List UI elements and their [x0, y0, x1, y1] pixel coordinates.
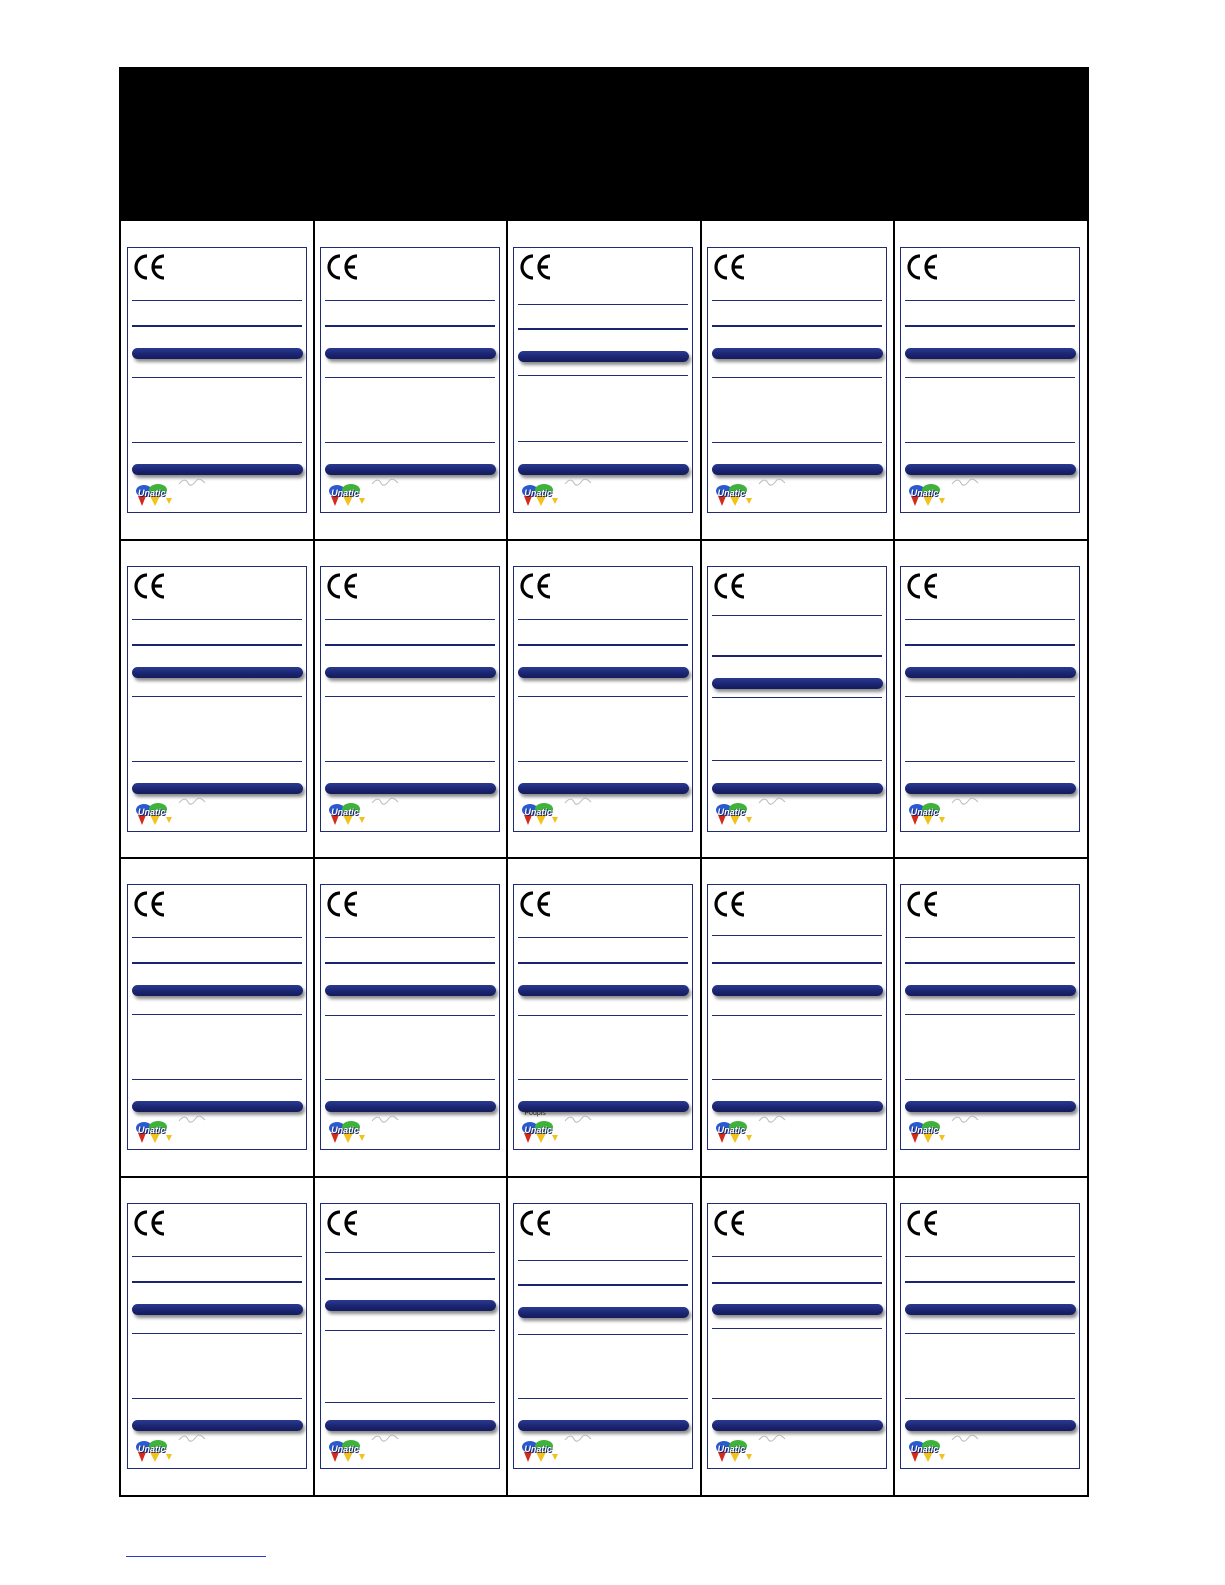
- label-rule: [712, 377, 882, 378]
- brand-name: Unatic: [524, 488, 552, 498]
- label-rule: [132, 1281, 302, 1283]
- label-rule: [905, 1079, 1075, 1080]
- label-band: [325, 667, 496, 678]
- label-rule: [132, 377, 302, 378]
- label-rule: [325, 1015, 495, 1016]
- label-cell: [314, 1177, 507, 1496]
- brand-name: Unatic: [717, 488, 746, 498]
- ce-mark-icon: [132, 889, 168, 919]
- label-cell: [314, 540, 507, 859]
- footer-link-underline: [126, 1556, 266, 1557]
- label-rule: [132, 937, 302, 938]
- signature-icon: [564, 1115, 592, 1123]
- ce-mark-icon: [518, 1208, 554, 1238]
- signature-icon: [758, 1434, 786, 1442]
- label-rule: [132, 300, 302, 301]
- signature-icon: [178, 1434, 206, 1442]
- label-rule: [905, 300, 1075, 301]
- label-cell: [507, 221, 700, 540]
- label-rule: [712, 442, 882, 443]
- label-rule: [132, 1014, 302, 1015]
- label-band: [905, 1304, 1076, 1315]
- brand-name: Unatic: [910, 1125, 939, 1135]
- signature-icon: [951, 1434, 979, 1442]
- ce-mark-icon: [905, 1208, 941, 1238]
- label-rule: [712, 1015, 882, 1016]
- label-rule: [905, 696, 1075, 697]
- label-band: [132, 1304, 303, 1315]
- label-rule: [132, 1256, 302, 1257]
- brand-name: Unatic: [331, 488, 359, 498]
- label-card: [900, 1203, 1080, 1469]
- header-band: [121, 69, 1087, 221]
- label-rule: [518, 1260, 688, 1261]
- label-rule: [518, 619, 688, 620]
- label-card: [320, 566, 500, 832]
- label-rule: [712, 1079, 882, 1080]
- label-cell: [701, 1177, 894, 1496]
- label-band: [325, 985, 496, 996]
- label-cell: [121, 858, 314, 1177]
- label-rule: [325, 761, 495, 762]
- label-rule: [518, 962, 688, 964]
- label-card: [707, 566, 887, 832]
- label-band: [712, 464, 883, 475]
- ce-mark-icon: [132, 1208, 168, 1238]
- label-rule: [132, 442, 302, 443]
- label-rule: [518, 1398, 688, 1399]
- label-rule: [132, 1398, 302, 1399]
- signature-icon: [951, 797, 979, 805]
- label-card: [513, 1203, 693, 1469]
- label-cell: [121, 1177, 314, 1496]
- label-card: [900, 566, 1080, 832]
- label-rule: [518, 696, 688, 697]
- brand-name: Unatic: [331, 1125, 359, 1135]
- label-band: [905, 348, 1076, 359]
- label-rule: [518, 328, 688, 330]
- signature-icon: [951, 478, 979, 486]
- label-rule: [712, 1282, 882, 1284]
- ce-mark-icon: [712, 252, 748, 282]
- label-rule: [325, 1402, 495, 1403]
- label-band: [905, 783, 1076, 794]
- label-band: [325, 348, 496, 359]
- brand-name: Unatic: [138, 1125, 166, 1135]
- label-rule: [905, 937, 1075, 938]
- signature-icon: [564, 478, 592, 486]
- label-rule: [132, 644, 302, 646]
- label-card: [900, 884, 1080, 1150]
- label-band: [325, 1420, 496, 1431]
- label-rule: [905, 1398, 1075, 1399]
- label-band: [132, 464, 303, 475]
- label-rule: [518, 937, 688, 938]
- label-card: [513, 247, 693, 513]
- label-rule: [132, 1079, 302, 1080]
- label-rule: [132, 1333, 302, 1334]
- label-card: [320, 1203, 500, 1469]
- label-band: [518, 464, 689, 475]
- label-rule: [518, 441, 688, 442]
- signature-icon: [178, 797, 206, 805]
- label-rule: [905, 377, 1075, 378]
- label-rule: [712, 615, 882, 616]
- label-cell: [507, 858, 700, 1177]
- label-cell: [121, 221, 314, 540]
- label-band: [325, 1300, 496, 1311]
- label-card: [513, 566, 693, 832]
- label-rule: [712, 760, 882, 761]
- label-cell: [894, 1177, 1087, 1496]
- label-cell: [894, 221, 1087, 540]
- label-rule: [132, 325, 302, 327]
- label-rule: [712, 1256, 882, 1257]
- label-rule: [905, 1333, 1075, 1334]
- label-sheet: [119, 67, 1089, 1497]
- ce-mark-icon: [325, 1208, 361, 1238]
- label-rule: [905, 1281, 1075, 1283]
- label-rule: [518, 375, 688, 376]
- label-band: [325, 464, 496, 475]
- ce-mark-icon: [132, 571, 168, 601]
- label-rule: [325, 1252, 495, 1253]
- label-rule: [905, 644, 1075, 646]
- brand-name: Unatic: [138, 1443, 166, 1454]
- ce-mark-icon: [132, 252, 168, 282]
- brand-name: Unatic: [910, 488, 939, 498]
- ce-mark-icon: [905, 889, 941, 919]
- brand-name: Unatic: [524, 806, 552, 817]
- label-card: [320, 247, 500, 513]
- label-rule: [325, 1330, 495, 1331]
- label-rule: [712, 962, 882, 964]
- label-rule: [132, 962, 302, 964]
- label-rule: [325, 325, 495, 327]
- label-rule: [518, 1334, 688, 1335]
- signature-icon: [371, 1115, 399, 1123]
- signature-icon: [951, 1115, 979, 1123]
- ce-mark-icon: [518, 571, 554, 601]
- brand-name: Unatic: [331, 1443, 359, 1454]
- label-rule: [712, 697, 882, 698]
- brand-name: Unatic: [717, 1125, 746, 1135]
- label-rule: [712, 1328, 882, 1329]
- ce-mark-icon: [905, 252, 941, 282]
- label-cell: [701, 221, 894, 540]
- label-rule: [325, 937, 495, 938]
- label-band: [518, 1307, 689, 1318]
- label-band: [132, 348, 303, 359]
- label-rule: [325, 962, 495, 964]
- label-band: [518, 1420, 689, 1431]
- label-cell: [314, 221, 507, 540]
- label-band: [132, 667, 303, 678]
- brand-name: Unatic: [717, 806, 746, 817]
- brand-name: Unatic: [138, 806, 166, 817]
- label-rule: [712, 1398, 882, 1399]
- label-rule: [712, 300, 882, 301]
- brand-name: Unatic: [910, 806, 939, 817]
- label-rule: [325, 442, 495, 443]
- label-rule: [518, 644, 688, 646]
- signature-icon: [758, 478, 786, 486]
- ce-mark-icon: [905, 571, 941, 601]
- signature-icon: [564, 1434, 592, 1442]
- label-rule: [518, 304, 688, 305]
- label-rule: [905, 325, 1075, 327]
- ce-mark-icon: [325, 252, 361, 282]
- label-cell: [701, 858, 894, 1177]
- ce-mark-icon: [712, 571, 748, 601]
- signature-icon: [371, 478, 399, 486]
- brand-name: Unatic: [717, 1443, 746, 1454]
- signature-icon: [758, 1115, 786, 1123]
- label-band: [712, 985, 883, 996]
- brand-name: Unatic: [524, 1443, 552, 1454]
- signature-icon: [371, 797, 399, 805]
- signature-icon: [564, 797, 592, 805]
- label-band: [905, 985, 1076, 996]
- brand-name: Unatic: [524, 1125, 552, 1135]
- label-card: [127, 1203, 307, 1469]
- label-band: [518, 783, 689, 794]
- label-rule: [132, 619, 302, 620]
- label-band: [518, 351, 689, 362]
- label-band: [712, 348, 883, 359]
- label-rule: [905, 1256, 1075, 1257]
- overlay-word: Podpis: [524, 1110, 546, 1117]
- label-band: [905, 667, 1076, 678]
- label-band: [905, 464, 1076, 475]
- label-cell: [894, 540, 1087, 859]
- label-rule: [325, 619, 495, 620]
- signature-icon: [178, 1115, 206, 1123]
- label-cell: [121, 540, 314, 859]
- label-rule: [905, 442, 1075, 443]
- label-band: [132, 1420, 303, 1431]
- label-grid: [121, 221, 1087, 1495]
- ce-mark-icon: [518, 889, 554, 919]
- label-card: [513, 884, 693, 1150]
- label-band: [132, 1101, 303, 1112]
- label-rule: [325, 1278, 495, 1280]
- label-band: [518, 985, 689, 996]
- brand-name: Unatic: [910, 1443, 939, 1454]
- label-band: [712, 1101, 883, 1112]
- label-rule: [712, 325, 882, 327]
- label-rule: [518, 1015, 688, 1016]
- label-band: [132, 783, 303, 794]
- label-band: [712, 1304, 883, 1315]
- label-cell: [894, 858, 1087, 1177]
- brand-name: Unatic: [331, 806, 359, 817]
- label-band: [325, 783, 496, 794]
- label-rule: [712, 935, 882, 936]
- label-rule: [325, 644, 495, 646]
- label-rule: [132, 696, 302, 697]
- label-rule: [325, 1079, 495, 1080]
- label-rule: [325, 696, 495, 697]
- label-band: [518, 667, 689, 678]
- label-band: [712, 678, 883, 689]
- signature-icon: [758, 797, 786, 805]
- label-card: [707, 247, 887, 513]
- label-rule: [905, 761, 1075, 762]
- label-band: [132, 985, 303, 996]
- label-rule: [132, 761, 302, 762]
- label-band: [905, 1101, 1076, 1112]
- label-card: [127, 884, 307, 1150]
- signature-icon: [178, 478, 206, 486]
- label-card: [127, 566, 307, 832]
- label-rule: [905, 619, 1075, 620]
- ce-mark-icon: [325, 571, 361, 601]
- grid-divider: [121, 1176, 1087, 1178]
- label-rule: [518, 1079, 688, 1080]
- grid-divider: [121, 857, 1087, 859]
- label-rule: [712, 655, 882, 657]
- label-card: [320, 884, 500, 1150]
- label-cell: [507, 1177, 700, 1496]
- label-band: [712, 1420, 883, 1431]
- label-band: [905, 1420, 1076, 1431]
- label-card: [900, 247, 1080, 513]
- label-rule: [325, 377, 495, 378]
- label-rule: [325, 300, 495, 301]
- label-rule: [905, 962, 1075, 964]
- label-cell: [701, 540, 894, 859]
- label-card: [707, 884, 887, 1150]
- ce-mark-icon: [518, 252, 554, 282]
- grid-divider: [121, 539, 1087, 541]
- label-card: [127, 247, 307, 513]
- label-rule: [518, 761, 688, 762]
- label-cell: [314, 858, 507, 1177]
- brand-name: Unatic: [138, 488, 166, 498]
- label-band: [325, 1101, 496, 1112]
- ce-mark-icon: [712, 889, 748, 919]
- signature-icon: [371, 1434, 399, 1442]
- label-band: [712, 783, 883, 794]
- ce-mark-icon: [712, 1208, 748, 1238]
- ce-mark-icon: [325, 889, 361, 919]
- label-rule: [518, 1284, 688, 1286]
- label-cell: [507, 540, 700, 859]
- label-rule: [905, 1014, 1075, 1015]
- label-card: [707, 1203, 887, 1469]
